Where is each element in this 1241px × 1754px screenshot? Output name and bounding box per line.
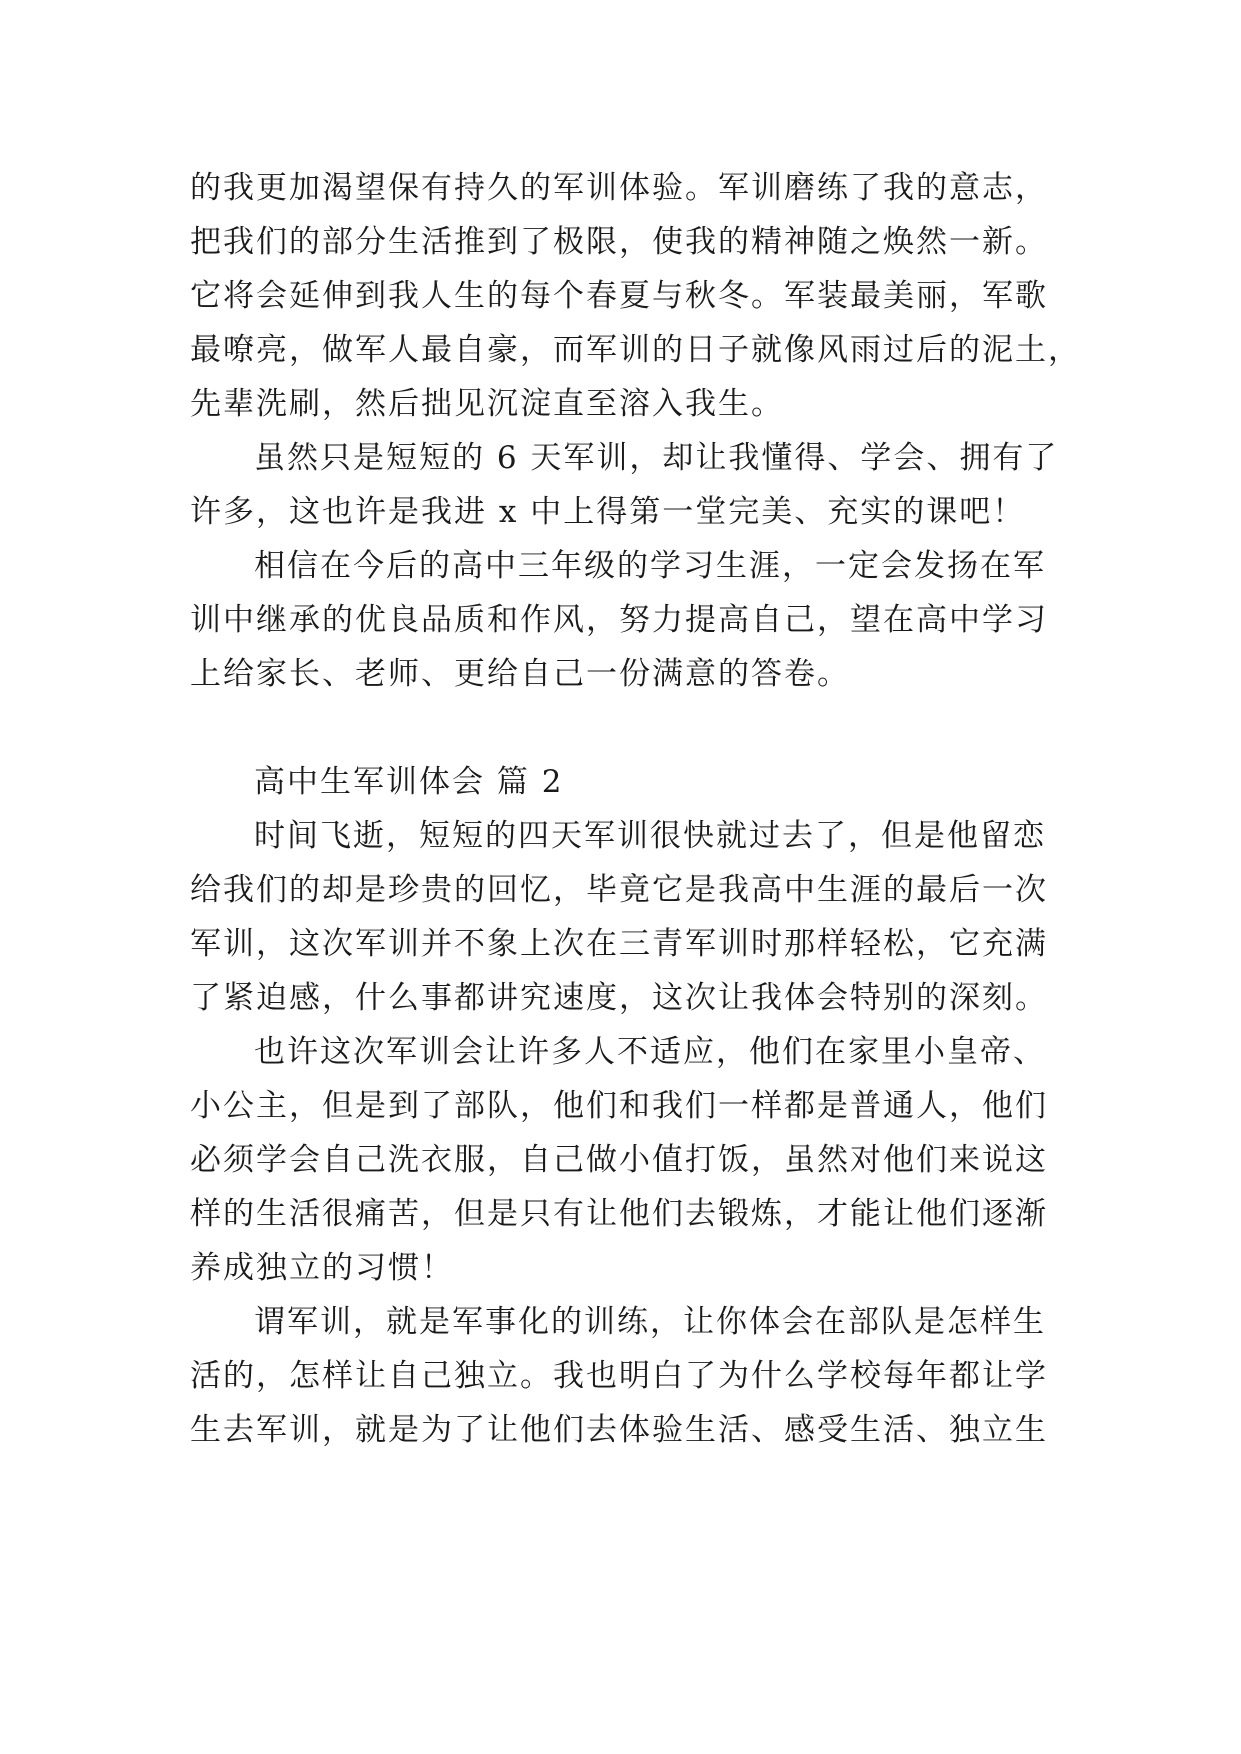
text-line: 给我们的却是珍贵的回忆，毕竟它是我高中生涯的最后一次	[190, 872, 1048, 908]
text-line: 活的，怎样让自己独立。我也明白了为什么学校每年都让学	[190, 1358, 1048, 1394]
paragraph-start-line: 也许这次军训会让许多人不适应，他们在家里小皇帝、	[254, 1034, 1046, 1070]
text-line: 最嘹亮，做军人最自豪，而军训的日子就像风雨过后的泥土，	[190, 332, 1081, 368]
paragraph-start-line: 谓军训，就是军事化的训练，让你体会在部队是怎样生	[254, 1304, 1046, 1340]
text-line: 训中继承的优良品质和作风，努力提高自己，望在高中学习	[190, 602, 1048, 638]
document-body	[190, 161, 1081, 1457]
paragraph-start-line: 虽然只是短短的 6 天军训，却让我懂得、学会、拥有了	[254, 440, 1059, 476]
text-line: 生去军训，就是为了让他们去体验生活、感受生活、独立生	[190, 1412, 1048, 1448]
paragraph-start-line: 时间飞逝，短短的四天军训很快就过去了，但是他留恋	[254, 818, 1046, 854]
text-line: 的我更加渴望保有持久的军训体验。军训磨练了我的意志，	[190, 170, 1048, 206]
text-line: 它将会延伸到我人生的每个春夏与秋冬。军装最美丽，军歌	[190, 278, 1048, 314]
text-line: 小公主，但是到了部队，他们和我们一样都是普通人，他们	[190, 1088, 1048, 1124]
text-line: 必须学会自己洗衣服，自己做小值打饭，虽然对他们来说这	[190, 1142, 1048, 1178]
section-heading: 高中生军训体会 篇 2	[254, 764, 564, 800]
text-line: 样的生活很痛苦，但是只有让他们去锻炼，才能让他们逐渐	[190, 1196, 1048, 1232]
text-line: 军训，这次军训并不象上次在三青军训时那样轻松，它充满	[190, 926, 1048, 962]
paragraph-start-line: 相信在今后的高中三年级的学习生涯，一定会发扬在军	[254, 548, 1046, 584]
blank-line	[190, 701, 1070, 755]
text-line: 上给家长、老师、更给自己一份满意的答卷。	[190, 656, 850, 692]
text-line: 把我们的部分生活推到了极限，使我的精神随之焕然一新。	[190, 224, 1048, 260]
text-line: 先辈洗刷，然后拙见沉淀直至溶入我生。	[190, 386, 784, 422]
text-line: 养成独立的习惯！	[190, 1250, 454, 1286]
text-line: 许多，这也许是我进 x 中上得第一堂完美、充实的课吧！	[190, 494, 1026, 530]
text-line: 了紧迫感，什么事都讲究速度，这次让我体会特别的深刻。	[190, 980, 1048, 1016]
